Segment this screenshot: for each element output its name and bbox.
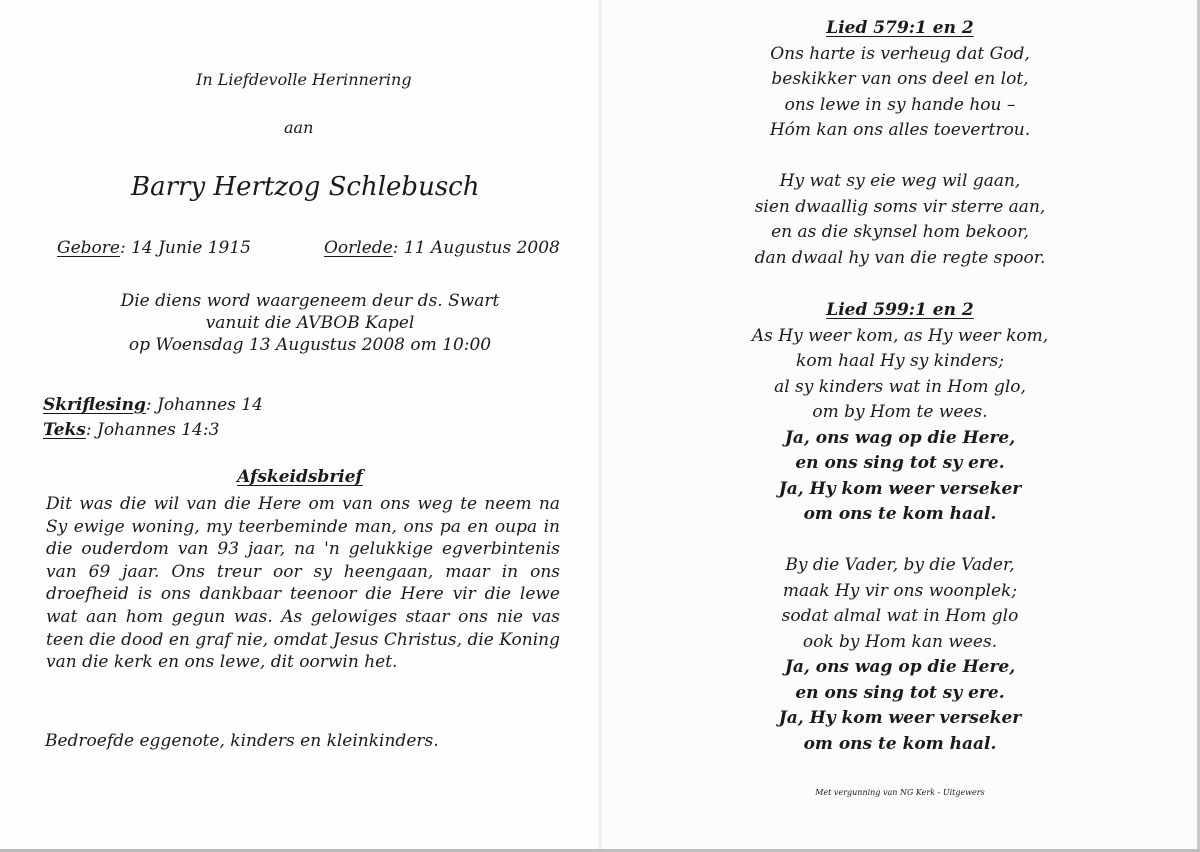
chorus-line: en ons sing tot sy ere. [795,453,1005,473]
hymn-line: Ons harte is verheug dat God, [770,43,1030,64]
hymn-line: sodat almal wat in Hom glo [781,606,1019,626]
hymn-line: kom haal Hy sy kinders; [796,351,1004,371]
chorus-line: Ja, ons wag op die Here, [784,427,1016,448]
intro-line: In Liefdevolle Herinnering [196,70,412,89]
text-value: : Johannes 14:3 [85,420,220,440]
chorus-line: Ja, Hy kom weer verseker [778,478,1022,499]
service-line: Die diens word waargeneem deur ds. Swart [120,291,500,311]
hymn-line: ook by Hom kan wees. [802,631,998,652]
farewell-letter: Dit was die wil van die Here om van ons weg te neem na Sy ewige woning, my teerbeminde man, ons pa en oupa in die ouderdom van 93 jaar, na 'n gelukkige egverbintenis van 69 jaar. Ons treur oor sy heengaan, maar in ons droefheid is ons dankbaar teenoor die Here vir die lewe wat aan hom gegun was. As gelowiges staar ons nie vas teen die dood en graf nie, omdat Jesus Christus, die Koning van die kerk en ons lewe, dit oorwin het. [46,494,560,673]
hymn-579-heading: Lied 579:1 en 2 [826,18,974,38]
died-date [324,238,560,258]
hymn-line: al sy kinders wat in Hom glo, [774,376,1026,397]
chorus-line: om ons te kom haal. [803,733,997,754]
hymn-spacer [700,528,1100,554]
hymn-599-heading: Lied 599:1 en 2 [826,300,974,320]
text-label: Teks [43,420,86,440]
hymn-line: ons lewe in sy hande hou – [784,94,1016,115]
died-value: : 11 Augustus 2008 [392,238,560,258]
scripture-reading [43,394,263,416]
sermon-text [43,419,219,441]
hymn-line: As Hy weer kom, as Hy weer kom, [751,325,1049,346]
born-label: Gebore [57,238,120,258]
signoff: Bedroefde eggenote, kinders en kleinkinders. [45,731,439,751]
hymn-line: Hy wat sy eie weg wil gaan, [779,171,1021,191]
publisher-credit: Met vergunning van NG Kerk - Uitgewers [815,788,985,797]
chorus-line: Ja, ons wag op die Here, [784,657,1016,677]
deceased-name: Barry Hertzog Schlebusch [131,172,480,202]
hymn-line: om by Hom te wees. [812,402,988,422]
hymn-line: beskikker van ons deel en lot, [771,69,1029,89]
hymn-579 [700,16,1100,271]
born-value: : 14 Junie 1915 [119,238,251,258]
letter-heading [200,466,400,488]
hymn-line: dan dwaal hy van die regte spoor. [754,247,1046,268]
hymn-spacer [700,144,1100,170]
service-details [100,290,520,356]
chorus-line: en ons sing tot sy ere. [795,682,1005,703]
born-date [57,238,251,258]
service-line: op Woensdag 13 Augustus 2008 om 10:00 [128,335,492,355]
hymn-line: maak Hy vir ons woonplek; [782,580,1018,601]
hymn-line: By die Vader, by die Vader, [785,555,1015,575]
service-line: vanuit die AVBOB Kapel [205,313,415,333]
reading-label: Skriflesing [43,395,146,415]
letter-heading-text: Afskeidsbrief [237,467,363,487]
center-fold [597,0,603,852]
right-page [600,0,1200,852]
chorus-line: om ons te kom haal. [803,504,997,524]
hymn-599 [700,298,1100,757]
hymn-line: Hóm kan ons alles toevertrou. [769,120,1031,140]
hymn-line: en as die skynsel hom bekoor, [771,222,1029,242]
chorus-line: Ja, Hy kom weer verseker [778,708,1022,728]
died-label: Oorlede [324,238,393,258]
hymn-line: sien dwaallig soms vir sterre aan, [754,196,1046,217]
aan-line: aan [284,118,314,137]
reading-value: : Johannes 14 [145,395,263,415]
